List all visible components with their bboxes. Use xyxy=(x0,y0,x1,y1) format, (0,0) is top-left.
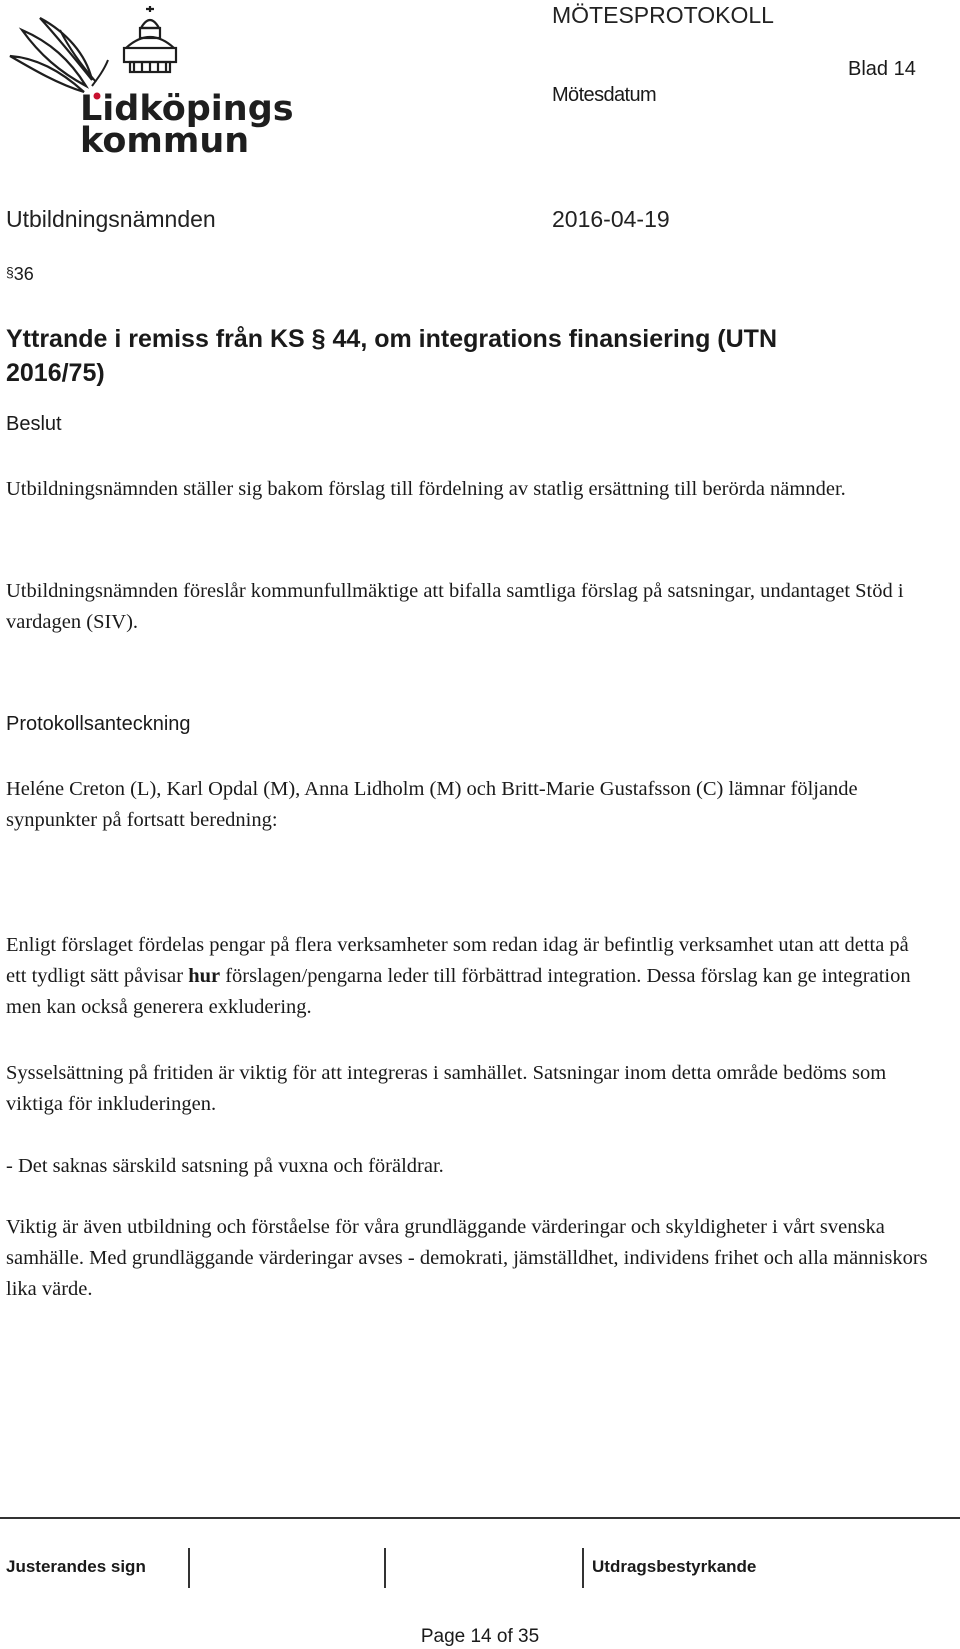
footer-divider xyxy=(0,1517,960,1519)
protocol-type: MÖTESPROTOKOLL xyxy=(552,2,774,28)
synpunkt-paragraph-4: Viktig är även utbildning och förståelse för våra grundläggande värderingar och skyldigheter i vårt svenska samhälle. Med grundläggande värderingar avses - demokrati, jämställdhet, individens frihet och alla människors lika värde. xyxy=(6,1216,928,1300)
beslut-paragraph-2: Utbildningsnämnden föreslår kommunfullmäktige att bifalla samtliga förslag på satsningar, undantaget Stöd i vardagen (SIV). xyxy=(6,580,904,633)
meeting-date: 2016-04-19 xyxy=(552,206,670,232)
sheet-number: Blad 14 xyxy=(848,58,916,80)
synpunkt-1-text: Enligt förslaget fördelas pengar på flera verksamheter som redan idag är befintlig verksamhet utan att detta på ett tydligt sätt påvisar xyxy=(6,934,909,987)
document-title xyxy=(6,322,926,390)
title-line2-text: 2016/75) xyxy=(6,359,105,387)
beslut-paragraph-1: Utbildningsnämnden ställer sig bakom förslag till fördelning av statlig ersättning till berörda nämnder. xyxy=(6,478,846,500)
synpunkt-paragraph-1 xyxy=(6,930,931,1023)
title-line1-text: Yttrande i remiss från KS xyxy=(6,325,312,353)
synpunkt-paragraph-3: - Det saknas särskild satsning på vuxna och föräldrar. xyxy=(6,1155,444,1177)
committee-name: Utbildningsnämnden xyxy=(6,206,216,232)
org-name-line2: kommun xyxy=(80,121,250,161)
title-section-sign: § xyxy=(311,325,326,353)
org-name-line1: Lidköpings xyxy=(80,89,294,129)
signature-box-divider xyxy=(188,1548,190,1588)
section-sign: § xyxy=(6,264,14,280)
utdragsbestyrkande-label: Utdragsbestyrkande xyxy=(592,1557,757,1576)
page-number: Page 14 of 35 xyxy=(420,1626,540,1647)
synpunkt-1-text-rest: förslagen/pengarna leder till förbättrad integration. Dessa förslag kan ge integration men kan också generera exkludering. xyxy=(6,965,911,1018)
meeting-date-label: Mötesdatum xyxy=(552,84,657,106)
anteckning-paragraph: Heléne Creton (L), Karl Opdal (M), Anna Lidholm (M) och Britt-Marie Gustafsson (C) lämnar följande synpunkter på fortsatt beredning: xyxy=(6,778,858,831)
emphasis-hur: hur xyxy=(188,965,221,987)
paragraph-number xyxy=(6,265,34,283)
beslut-heading: Beslut xyxy=(6,413,62,435)
justerandes-sign-label: Justerandes sign xyxy=(6,1557,146,1576)
title-line1-text-rest: 44, om integrations finansiering (UTN xyxy=(325,325,778,353)
signature-box-divider xyxy=(582,1548,584,1588)
signature-box-divider xyxy=(384,1548,386,1588)
synpunkt-paragraph-2: Sysselsättning på fritiden är viktig för att integreras i samhället. Satsningar inom detta område bedöms som viktiga för inkluderingen. xyxy=(6,1062,887,1115)
protokollsanteckning-heading: Protokollsanteckning xyxy=(6,713,191,735)
paragraph-number-value: 36 xyxy=(13,264,34,284)
